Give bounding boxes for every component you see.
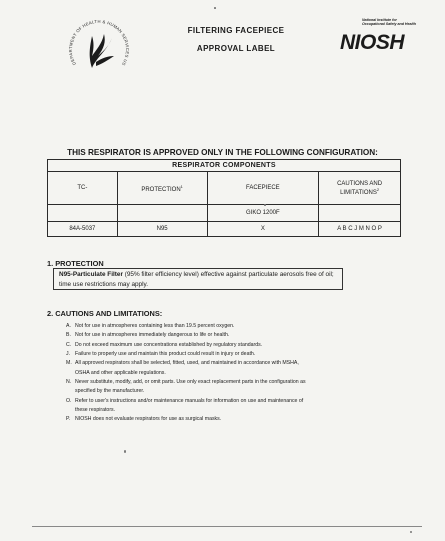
label-title-line2: APPROVAL LABEL (196, 44, 276, 53)
component-cell (319, 205, 401, 222)
facepiece-mark-cell: X (207, 222, 319, 237)
caution-item (66, 322, 416, 331)
caution-letter: B. (66, 332, 71, 339)
protection-cell: N95 (117, 222, 207, 237)
niosh-logo-icon (338, 29, 430, 51)
table-row (48, 222, 401, 237)
caution-letter: N. (66, 379, 72, 386)
caution-letter: M. (66, 360, 72, 367)
table-row (48, 205, 401, 222)
scan-speck (214, 7, 216, 9)
facepiece-model-cell: GIKO 1200F (207, 205, 319, 222)
header-tc: TC- (48, 172, 118, 205)
caution-text: Failure to properly use and maintain this product could result in injury or death. (75, 351, 256, 358)
caution-text-cont: OSHA and other applicable regulations. (75, 369, 166, 376)
caution-text: All approved respirators shall be selected, fitted, used, and maintained in accordance with MSHA, (75, 360, 299, 367)
protection-text: (95% filter efficiency level) effective against particulate aerosols free of oil; time use restrictions may apply. (59, 271, 334, 288)
protection-box (53, 268, 343, 290)
caution-item (66, 378, 416, 397)
header-facepiece: FACEPIECE (207, 172, 319, 205)
caution-letter: P. (66, 416, 71, 423)
caution-text-cont: specified by the manufacturer. (75, 388, 145, 395)
header-protection: PROTECTION$^1$ (117, 172, 207, 205)
cautions-heading: 2. CAUTIONS AND LIMITATIONS: (47, 309, 163, 318)
caution-text: Do not exceed maximum use concentrations established by regulatory standards. (75, 341, 263, 348)
hhs-seal-icon (62, 12, 136, 86)
cautions-list (66, 322, 416, 425)
table-title: RESPIRATOR COMPONENTS (48, 160, 401, 172)
niosh-logo-text: NIOSH (340, 31, 405, 51)
caution-item (66, 359, 416, 378)
niosh-subtitle-line2: Occupational Safety and Health (362, 22, 416, 27)
seal-text: DEPARTMENT OF HEALTH & HUMAN SERVICES US (67, 18, 131, 67)
caution-item (66, 331, 416, 340)
caution-letter: A. (66, 323, 71, 329)
caution-letter: O. (66, 397, 72, 404)
caution-text: Not for use in atmospheres containing less than 19.5 percent oxygen. (75, 323, 235, 329)
scan-speck (264, 204, 266, 206)
tc-number-cell: 84A-5037 (48, 222, 118, 237)
caution-text: Not for use in atmospheres immediately dangerous to life or health. (75, 332, 230, 339)
caution-item (66, 397, 416, 416)
niosh-subtitle (362, 18, 424, 26)
header-cautions: CAUTIONS AND LIMITATIONS$^2$ (319, 172, 401, 205)
cautions-letters-cell: A B C J M N O P (319, 222, 401, 237)
respirator-components-table (47, 159, 401, 237)
caution-letter: J. (66, 351, 71, 358)
table-header-row (48, 172, 401, 205)
caution-text: NIOSH does not evaluate respirators for use as surgical masks. (75, 416, 222, 423)
scan-speck (410, 531, 412, 533)
protection-heading: 1. PROTECTION (47, 259, 104, 268)
config-heading: THIS RESPIRATOR IS APPROVED ONLY IN THE FOLLOWING CONFIGURATION: (67, 148, 378, 157)
caution-item (66, 341, 416, 350)
component-cell (117, 205, 207, 222)
component-cell (48, 205, 118, 222)
caution-item (66, 415, 416, 424)
page-bottom-rule (32, 526, 422, 527)
niosh-subtitle-line1: National Institute for (362, 18, 397, 22)
label-title-line1: FILTERING FACEPIECE (187, 26, 285, 35)
filter-class-label: N95-Particulate Filter (59, 271, 123, 278)
caution-text-cont: these respirators. (75, 407, 116, 414)
scan-speck (124, 450, 126, 453)
caution-text: Refer to user's instructions and/or maintenance manuals for information on use and maintenance of (75, 397, 304, 404)
caution-letter: C. (66, 341, 72, 348)
caution-item (66, 350, 416, 359)
caution-text: Never substitute, modify, add, or omit parts. Use only exact replacement parts in the configuration as (75, 379, 306, 386)
